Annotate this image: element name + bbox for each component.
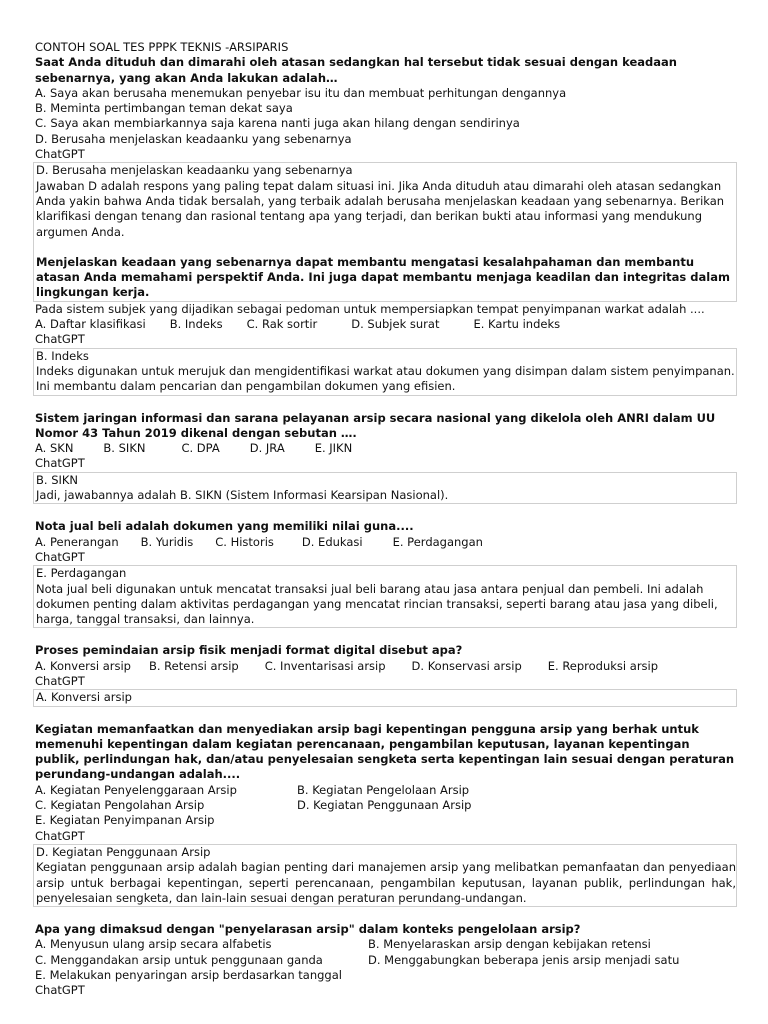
q3-explanation: Jadi, jawabannya adalah B. SIKN (Sistem Informasi Kearsipan Nasional).	[36, 488, 449, 503]
q3-option-a: A. SKN	[35, 441, 74, 456]
q6-explanation: Kegiatan penggunaan arsip adalah bagian penting dari manajemen arsip yang melibatkan pemanfaatan dan penyediaan arsip untuk berbagai kepentingan, seperti perencanaan, pengambilan keputusan, layanan publik, perlindungan hak, penyelesaian sengketa, dan lain-lain sesuai dengan peraturan perundang-undangan.	[36, 860, 736, 905]
q6-options	[35, 783, 735, 829]
q6-option-d: D. Kegiatan Penggunaan Arsip	[297, 798, 472, 813]
q4-option-e: E. Perdagangan	[392, 534, 483, 549]
q1-answer: D. Berusaha menjelaskan keadaanku yang sebenarnya	[36, 163, 353, 178]
q7-option-a: A. Menyusun ulang arsip secara alfabetis	[35, 937, 272, 952]
q1-option-c: C. Saya akan membiarkannya saja karena nanti juga akan hilang dengan sendirinya	[35, 116, 520, 131]
q6-option-c: C. Kegiatan Pengolahan Arsip	[35, 798, 205, 813]
q5-option-e: E. Reproduksi arsip	[547, 658, 659, 673]
q4-options	[35, 535, 735, 550]
question-2: Pada sistem subjek yang dijadikan sebagai pedoman untuk mempersiapkan tempat penyimpanan warkat adalah ....	[35, 301, 705, 316]
q2-option-d: D. Subjek surat	[351, 317, 440, 332]
question-5: Proses pemindaian arsip fisik menjadi format digital disebut apa?	[35, 643, 463, 658]
q6-option-b: B. Kegiatan Pengelolaan Arsip	[297, 782, 470, 797]
q5-answer-box	[33, 689, 737, 706]
document-title: CONTOH SOAL TES PPPK TEKNIS -ARSIPARIS	[35, 40, 289, 54]
question-3: Sistem jaringan informasi dan sarana pelayanan arsip secara nasional yang dikelola oleh ANRI dalam UU Nomor 43 Tahun 2019 dikenal dengan sebutan ….	[35, 410, 716, 440]
q6-answer-box	[33, 844, 737, 907]
q3-option-d: D. JRA	[249, 441, 285, 456]
q7-option-e: E. Melakukan penyaringan arsip berdasarkan tanggal	[35, 968, 342, 983]
q7-option-b: B. Menyelaraskan arsip dengan kebijakan retensi	[368, 937, 651, 952]
spacer	[35, 396, 735, 411]
q2-option-c: C. Rak sortir	[246, 317, 318, 332]
q1-option-a: A. Saya akan berusaha menemukan penyebar isu itu dan membuat perhitungan dengannya	[35, 85, 567, 100]
question-1: Saat Anda dituduh dan dimarahi oleh atasan sedangkan hal tersebut tidak sesuai dengan keadaan sebenarnya, yang akan Anda lakukan adalah…	[35, 55, 677, 85]
spacer	[36, 240, 736, 255]
q1-option-d: D. Berusaha menjelaskan keadaanku yang sebenarnya	[35, 131, 352, 146]
q2-option-e: E. Kartu indeks	[473, 317, 561, 332]
q1-explanation: Jawaban D adalah respons yang paling tepat dalam situasi ini. Jika Anda dituduh atau dimarahi oleh atasan sedangkan Anda yakin bahwa Anda tidak bersalah, yang terbaik adalah berusaha menjelaskan keadaan yang sebenarnya. Berikan klarifikasi dengan tenang dan rasional tentang apa yang terjadi, dan berikan bukti atau informasi yang mendukung argumen Anda.	[36, 178, 725, 239]
q7-option-c: C. Menggandakan arsip untuk penggunaan ganda	[35, 952, 323, 967]
spacer	[35, 628, 735, 643]
q1-source: ChatGPT	[35, 147, 85, 162]
q3-option-c: C. DPA	[181, 441, 220, 456]
spacer	[35, 504, 735, 519]
question-6: Kegiatan memanfaatkan dan menyediakan arsip bagi kepentingan pengguna arsip yang berhak untuk memenuhi kepentingan dalam kegiatan perencanaan, pengambilan keputusan, layanan kepentingan publik, perlindungan hak, dan/atau penyelesaian sengketa serta kepentingan lain sesuai dengan peraturan perundang-undangan adalah....	[35, 721, 735, 782]
q1-option-b: B. Meminta pertimbangan teman dekat saya	[35, 101, 293, 116]
q3-option-e: E. JIKN	[314, 441, 353, 456]
q7-option-d: D. Menggabungkan beberapa jenis arsip menjadi satu	[368, 952, 680, 967]
q7-source: ChatGPT	[35, 983, 85, 998]
q2-explanation: Indeks digunakan untuk merujuk dan mengidentifikasi warkat atau dokumen yang disimpan dalam sistem penyimpanan. Ini membantu dalam pencarian dan pengambilan dokumen yang efisien.	[36, 363, 735, 394]
document-page	[35, 40, 735, 999]
q5-option-b: B. Retensi arsip	[148, 658, 239, 673]
q6-option-e: E. Kegiatan Penyimpanan Arsip	[35, 813, 215, 828]
q5-option-d: D. Konservasi arsip	[411, 658, 522, 673]
q3-source: ChatGPT	[35, 456, 85, 471]
q5-source: ChatGPT	[35, 673, 85, 688]
q3-options	[35, 441, 735, 456]
q4-option-b: B. Yuridis	[140, 534, 194, 549]
q4-explanation: Nota jual beli digunakan untuk mencatat transaksi jual beli barang atau jasa antara penjual dan pembeli. Ini adalah dokumen penting dalam aktivitas perdagangan yang mencatat rincian transaksi, seperti barang atau jasa yang dibeli, harga, tanggal transaksi, dan lainnya.	[36, 581, 718, 627]
question-7: Apa yang dimaksud dengan "penyelarasan arsip" dalam konteks pengelolaan arsip?	[35, 922, 581, 937]
q6-answer: D. Kegiatan Penggunaan Arsip	[36, 844, 211, 859]
q2-answer: B. Indeks	[36, 348, 89, 363]
q3-option-b: B. SIKN	[103, 441, 146, 456]
q4-answer-box	[33, 565, 737, 628]
q7-options	[35, 937, 735, 983]
q3-answer-box	[33, 472, 737, 505]
q6-option-a: A. Kegiatan Penyelenggaraan Arsip	[35, 782, 237, 797]
spacer	[35, 907, 735, 922]
q5-option-c: C. Inventarisasi arsip	[264, 658, 386, 673]
q5-option-a: A. Konversi arsip	[35, 658, 131, 673]
spacer	[35, 707, 735, 722]
q3-answer: B. SIKN	[36, 472, 79, 487]
q6-source: ChatGPT	[35, 828, 85, 843]
q2-answer-box	[33, 348, 737, 396]
q2-option-a: A. Daftar klasifikasi	[35, 317, 146, 332]
question-4: Nota jual beli adalah dokumen yang memiliki nilai guna....	[35, 519, 414, 534]
q2-options	[35, 317, 735, 332]
q5-answer: A. Konversi arsip	[36, 690, 132, 705]
q4-option-a: A. Penerangan	[35, 534, 119, 549]
q4-source: ChatGPT	[35, 549, 85, 564]
q1-answer-box	[33, 162, 737, 301]
q2-source: ChatGPT	[35, 332, 85, 347]
q5-options	[35, 659, 735, 674]
q1-explanation-bold: Menjelaskan keadaan yang sebenarnya dapat membantu mengatasi kesalahpahaman dan membantu atasan Anda memahami perspektif Anda. Ini juga dapat membantu menjaga keadilan dan integritas dalam lingkungan kerja.	[36, 254, 730, 300]
q4-option-d: D. Edukasi	[301, 534, 363, 549]
q2-option-b: B. Indeks	[169, 317, 223, 332]
q4-answer: E. Perdagangan	[36, 566, 127, 581]
q4-option-c: C. Historis	[215, 534, 274, 549]
